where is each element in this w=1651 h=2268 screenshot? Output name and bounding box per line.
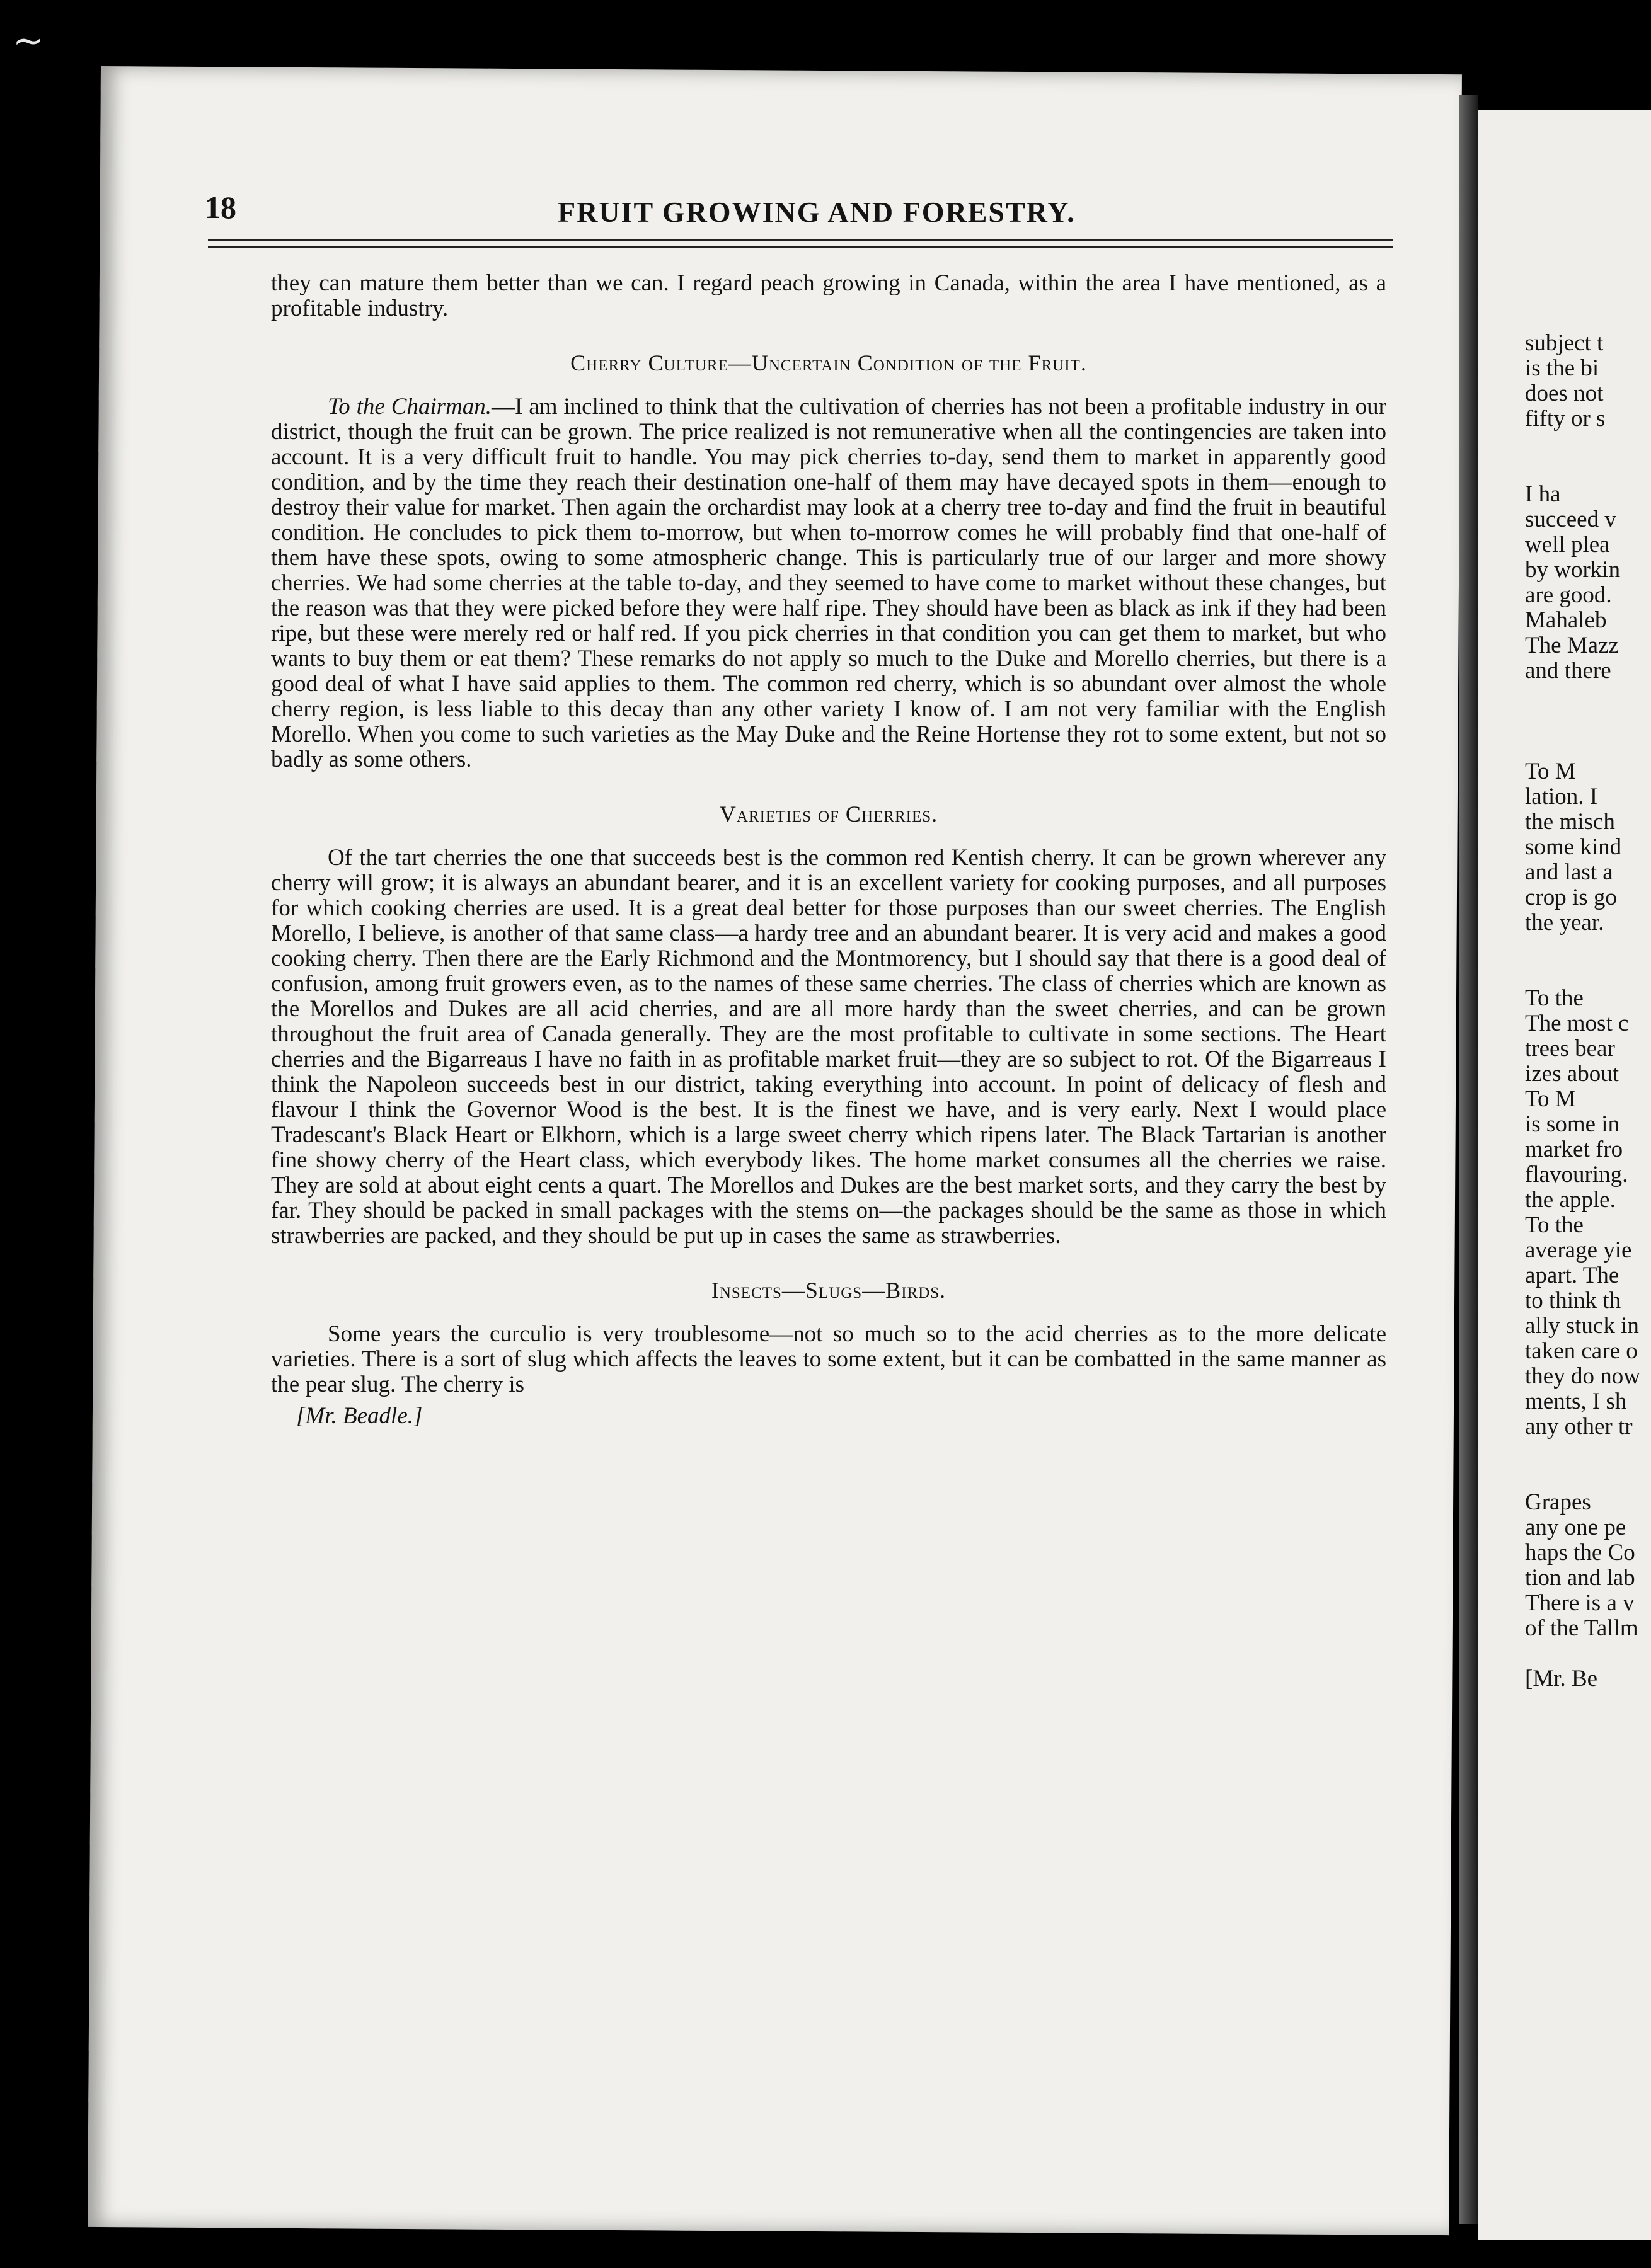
right-page-line: market fro [1525, 1137, 1623, 1162]
right-page-line: The most c [1525, 1011, 1629, 1036]
right-page-line: To the [1525, 1212, 1584, 1238]
right-page-line: and last a [1525, 859, 1613, 885]
running-title: FRUIT GROWING AND FORESTRY. [558, 196, 1076, 228]
header-rule-double [208, 246, 1393, 248]
right-page-line: average yie [1525, 1237, 1632, 1263]
right-page-line: To M [1525, 759, 1576, 784]
right-page-line: ally stuck in [1525, 1313, 1639, 1339]
right-page-line: the apple. [1525, 1187, 1616, 1213]
right-page-line: some kind [1525, 834, 1622, 860]
right-page-line: is some in [1525, 1111, 1620, 1137]
right-page-line [1525, 709, 1651, 734]
book-gutter [1459, 94, 1478, 2224]
right-page-line: the year. [1525, 910, 1604, 936]
right-page-line: fifty or s [1525, 406, 1606, 432]
section-heading-insects: Insects—Slugs—Birds. [711, 1278, 946, 1303]
right-page-line [1525, 1440, 1651, 1465]
paragraph-text: —I am inclined to think that the cultivation of cherries has not been a profitable industry in our district, though the fruit can be grown. The price realized is not remunerative when all the contingencies are taken into account. It is a very difficult fruit to handle. You may pick cherries to-day, send them to market in apparently good condition, and by the time they reach their destination one-half of them may have decayed spots in them—enough to destroy their value for market. Then again the orchardist may look at a cherry tree to-day and find the fruit in beautiful condition. He concludes to pick them to-morrow, but when to-morrow comes he will probably find that one-half of them have these spots, owing to some atmospheric change. This is particularly true of our larger and more showy cherries. We had some cherries at the table to-day, and they seemed to have come to market without these changes, but the reason was that they were picked before they were half ripe. They should have been as black as ink if they had been ripe, but these were merely red or half red. If you pick cherries in that condition you can get them to market, but who wants to buy them or eat them? These remarks do not apply so much to the Duke and Morello cherries, but there is a good deal of what I have said applies to them. The common red cherry, which is so abundant over almost the whole cherry region, is less liable to this decay than any other variety I know of. I am not very familiar with the English Morello. When you come to such varieties as the May Duke and the Reine Hortense they rot to some extent, but not so badly as some others. [271, 394, 1386, 772]
right-page-line: [Mr. Be [1525, 1666, 1598, 1692]
right-page-line [1525, 457, 1651, 482]
right-page-line: any one pe [1525, 1515, 1626, 1540]
scan-artifact: ~ [13, 19, 45, 63]
right-page-line: izes about [1525, 1061, 1619, 1087]
right-page-line: subject t [1525, 331, 1604, 356]
right-page-line [1525, 1641, 1651, 1666]
right-page-line: to think th [1525, 1288, 1621, 1314]
right-page-line: trees bear [1525, 1036, 1615, 1062]
paragraph-insects: Some years the curculio is very troublesome—not so much so to the acid cherries as to the more delicate varieties. There is a sort of slug which affects the leaves to some extent, but it can be combatted in the same manner as the pear slug. The cherry is [271, 1321, 1386, 1397]
section-heading-cherry-culture: Cherry Culture—Uncertain Condition of the Fruit. [570, 350, 1087, 375]
right-page-line: tion and lab [1525, 1565, 1635, 1591]
section-heading-varieties: Varieties of Cherries. [719, 801, 938, 827]
right-page-line [1525, 1465, 1651, 1490]
right-page-line: haps the Co [1525, 1540, 1635, 1566]
right-page-line: by workin [1525, 557, 1621, 583]
right-page-line: To the [1525, 985, 1584, 1011]
right-page-line: ments, I sh [1525, 1389, 1627, 1414]
page-header [205, 189, 1421, 239]
right-page-line [1525, 734, 1651, 759]
right-page-line: is the bi [1525, 355, 1599, 381]
right-page-line: apart. The [1525, 1263, 1619, 1288]
right-page-line [1525, 961, 1651, 986]
right-page-line: are good. [1525, 582, 1612, 608]
attribution: [Mr. Beadle.] [296, 1403, 423, 1429]
right-page-line: crop is go [1525, 885, 1617, 910]
header-rule [208, 239, 1393, 241]
right-page-line: does not [1525, 381, 1604, 406]
right-page-line: they do now [1525, 1363, 1640, 1389]
speaker-label: To the Chairman. [328, 394, 492, 420]
right-page-line: There is a v [1525, 1590, 1635, 1616]
right-page-line: Mahaleb [1525, 607, 1607, 633]
right-page-text [1525, 331, 1651, 1692]
paragraph-cherry-culture [271, 394, 1386, 772]
right-page-line: the misch [1525, 809, 1615, 835]
paragraph-varieties: Of the tart cherries the one that succeeds best is the common red Kentish cherry. It can be grown wherever any cherry will grow; it is always an abundant bearer, and it is an excellent variety for cooking purposes, and all purposes for which cooking cherries are used. It is a great deal better for those purposes than our sweet cherries. The English Morello, I believe, is another of that same class—a hardy tree and an abundant bearer. It is very acid and makes a good cooking cherry. Then there are the Early Richmond and the Montmorency, but I should say that there is a good deal of confusion, among fruit growers even, as to the names of these same cherries. The class of cherries which are known as the Morellos and Dukes are all acid cherries, and are all more hardy than the sweet cherries, and can be grown throughout the fruit area of Canada generally. They are the most profitable to cultivate in some sections. The Heart cherries and the Bigarreaus I have no faith in as profitable market fruit—they are so subject to rot. Of the Bigarreaus I think the Napoleon succeeds best in our district, taking everything into account. In point of delicacy of flesh and flavour I think the Governor Wood is the best. It is the finest we have, and is very early. Next I would place Tradescant's Black Heart or Elkhorn, which is a large sweet cherry which ripens later. The Black Tartarian is another fine showy cherry of the Heart class, which everybody likes. The home market consumes all the cherries we raise. They are sold at about eight cents a quart. The Morellos and Dukes are the best market sorts, and they carry the best by far. They should be packed in small packages with the stems on—the packages should be the same as those in which strawberries are packed, and they should be put up in cases the same as strawberries. [271, 845, 1386, 1249]
opening-paragraph: they can mature them better than we can. I regard peach growing in Canada, within the area I have mentioned, as a profitable industry. [271, 270, 1386, 321]
right-page-line: succeed v [1525, 507, 1616, 532]
page-number: 18 [205, 190, 236, 225]
right-page-line: I ha [1525, 481, 1561, 507]
right-page-line: and there [1525, 658, 1611, 684]
main-text [271, 271, 1386, 1429]
right-page-line: Grapes [1525, 1489, 1591, 1515]
right-page-line [1525, 936, 1651, 961]
right-page-line [1525, 684, 1651, 709]
right-page-line: well plea [1525, 532, 1610, 558]
right-page-line: To M [1525, 1086, 1576, 1112]
right-page-line: any other tr [1525, 1414, 1633, 1440]
right-page-line: flavouring. [1525, 1162, 1628, 1188]
right-page-line: The Mazz [1525, 633, 1619, 658]
right-page-line: taken care o [1525, 1338, 1638, 1364]
right-page-line: lation. I [1525, 784, 1598, 810]
right-page-line: of the Tallm [1525, 1615, 1638, 1641]
right-page-line [1525, 432, 1651, 457]
